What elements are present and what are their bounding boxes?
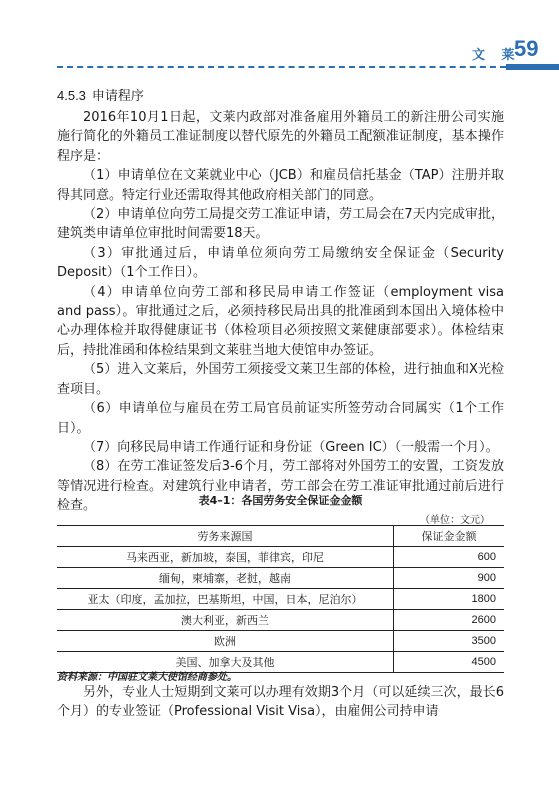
- country-cell: 澳大利亚，新西兰: [57, 610, 394, 631]
- amount-cell: 1800: [471, 593, 496, 605]
- paragraph: （4）申请单位向劳工部和移民局申请工作签证（employment visa and pass）。审批通过之后，必须持移民局出具的批准函到本国出入境体检中心办理体检并取得健康证书（体检项目必须按照文莱健康部要求）。体检结束后，持批准函和体检结果到文莱驻当地大使馆申办签证。: [57, 284, 504, 358]
- header-title: 文 莱: [472, 48, 521, 63]
- header-bar: [506, 64, 559, 70]
- paragraph: 2016年10月1日起，文莱内政部对准备雇用外籍员工的新注册公司实施施行简化的外籍员工准证制度以替代原先的外籍员工配额准证制度，基本操作程序是：: [57, 110, 504, 164]
- amount-cell: 600: [477, 551, 496, 563]
- country-cell: 缅甸，柬埔寨，老挝，越南: [57, 568, 394, 589]
- deposit-table: [57, 525, 504, 673]
- amount-cell: 4500: [471, 656, 496, 668]
- amount-cell: 3500: [471, 635, 496, 647]
- paragraph: （1）申请单位在文莱就业中心（JCB）和雇员信托基金（TAP）注册并取得其同意。特定行业还需取得其他政府相关部门的同意。: [57, 168, 504, 203]
- table-row: [57, 610, 504, 631]
- amount-cell: 900: [477, 572, 496, 584]
- paragraph: （5）进入文莱后，外国劳工须接受文莱卫生部的体检，进行抽血和X光检查项目。: [57, 362, 504, 397]
- paragraph: （2）申请单位向劳工局提交劳工准证申请，劳工局会在7天内完成审批，建筑类申请单位审批时间需要18天。: [57, 207, 504, 242]
- unit-note: （单位：文元）: [420, 515, 490, 526]
- country-cell: 欧洲: [57, 631, 394, 652]
- table-row: [57, 547, 504, 568]
- table-header-row: [57, 526, 504, 547]
- paragraph: 另外，专业人士短期到文莱可以办理有效期3个月（可以延续三次，最长6个月）的专业签证（Professional Visit Visa），由雇佣公司持申请: [57, 685, 504, 720]
- country-cell: 亚太（印度，孟加拉，巴基斯坦，中国，日本，尼泊尔）: [57, 589, 394, 610]
- body-text: [57, 108, 504, 516]
- paragraph: （6）申请单位与雇员在劳工局官员前证实所签劳动合同属实（1个工作日）。: [57, 401, 504, 436]
- table-title: 表4–1：各国劳务安全保证金金额: [198, 494, 363, 507]
- amount-cell: 2600: [471, 614, 496, 626]
- column-header-amount: 保证金金额: [421, 530, 477, 543]
- column-header-country: 劳务来源国: [57, 526, 394, 547]
- paragraph: （3）审批通过后，申请单位须向劳工局缴纳安全保证金（Security Deposit）（1个工作日）。: [57, 245, 504, 281]
- table-row: [57, 631, 504, 652]
- country-cell: 马来西亚，新加坡，泰国，菲律宾，印尼: [57, 547, 394, 568]
- closing-text: [57, 683, 504, 722]
- country-cell: 美国、加拿大及其他: [57, 652, 394, 673]
- section-number: 4.5.3: [57, 88, 86, 103]
- page-number: 59: [514, 36, 539, 61]
- section-title: 申请程序: [91, 89, 144, 104]
- paragraph: （8）在劳工准证签发后3-6个月，劳工部将对外国劳工的安置，工资发放等情况进行检查。对建筑行业申请者，劳工部会在劳工准证审批通过前后进行检查。: [57, 459, 504, 514]
- table-row: [57, 568, 504, 589]
- source-note: 资料来源：中国驻文莱大使馆经商参处。: [57, 672, 237, 683]
- section-heading: [57, 85, 144, 104]
- table-row: [57, 589, 504, 610]
- header-rule: [57, 66, 506, 68]
- paragraph: （7）向移民局申请工作通行证和身份证（Green IC）（一般需一个月）。: [83, 439, 499, 455]
